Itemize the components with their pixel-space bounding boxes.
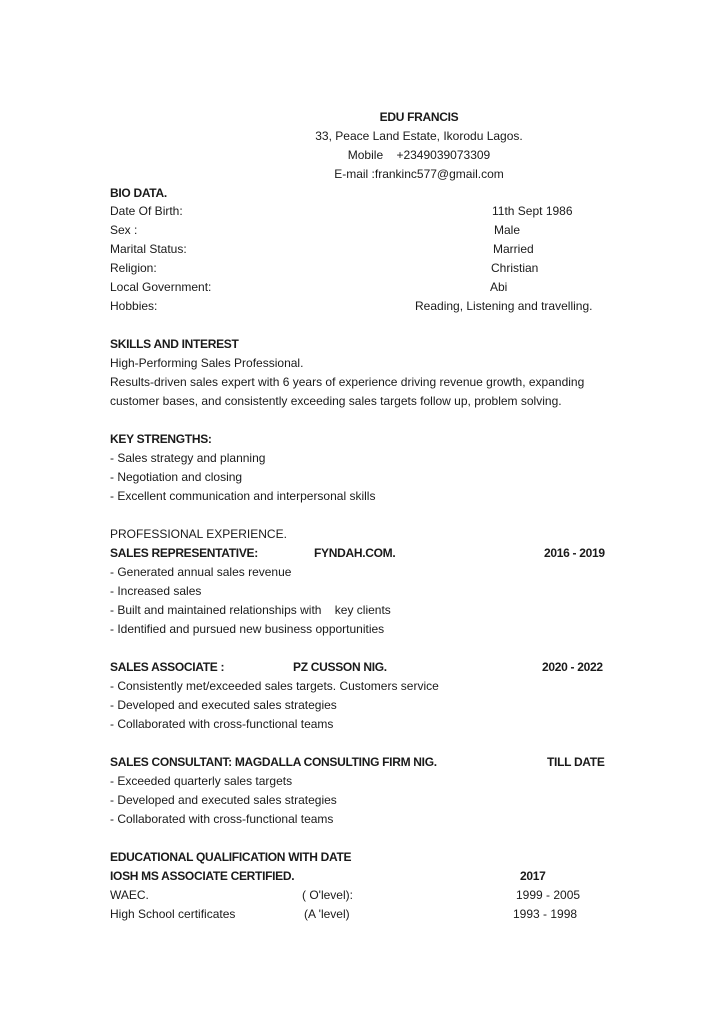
- skills-heading: SKILLS AND INTEREST: [110, 337, 239, 351]
- applicant-name: EDU FRANCIS: [379, 110, 459, 124]
- strength-item: - Excellent communication and interpersonal skills: [110, 489, 376, 503]
- bio-heading: BIO DATA.: [110, 186, 167, 200]
- skills-line: customer bases, and consistently exceeding sales targets follow up, problem solving.: [110, 394, 562, 408]
- edu-level: ( O'level):: [302, 888, 353, 902]
- job-company: FYNDAH.COM.: [314, 546, 396, 560]
- job-dates: TILL DATE: [547, 755, 605, 769]
- education-heading: EDUCATIONAL QUALIFICATION WITH DATE: [110, 850, 352, 864]
- job-item: - Developed and executed sales strategies: [110, 793, 337, 807]
- job-dates: 2020 - 2022: [542, 660, 603, 674]
- mobile: Mobile +2349039073309: [347, 148, 491, 162]
- bio-label-sex: Sex :: [110, 223, 138, 237]
- bio-value-hobbies: Reading, Listening and travelling.: [415, 299, 593, 313]
- edu-name: WAEC.: [110, 888, 149, 902]
- experience-heading: PROFESSIONAL EXPERIENCE.: [110, 527, 287, 541]
- job-item: - Developed and executed sales strategies: [110, 698, 337, 712]
- job-dates: 2016 - 2019: [544, 546, 605, 560]
- job-title: SALES CONSULTANT: MAGDALLA CONSULTING FIRM NIG.: [110, 755, 437, 769]
- job-item: - Built and maintained relationships with key clients: [110, 603, 391, 617]
- job-item: - Exceeded quarterly sales targets: [110, 774, 293, 788]
- bio-value-dob: 11th Sept 1986: [492, 204, 573, 218]
- job-item: - Collaborated with cross-functional teams: [110, 812, 334, 826]
- skills-line: Results-driven sales expert with 6 years of experience driving revenue growth, expanding: [110, 375, 585, 389]
- cert-year: 2017: [520, 869, 546, 883]
- edu-level: (A 'level): [304, 907, 350, 921]
- bio-label-dob: Date Of Birth:: [110, 204, 183, 218]
- strength-item: - Sales strategy and planning: [110, 451, 266, 465]
- job-company: PZ CUSSON NIG.: [293, 660, 387, 674]
- bio-label-religion: Religion:: [110, 261, 157, 275]
- edu-years: 1993 - 1998: [513, 907, 578, 921]
- bio-label-lga: Local Government:: [110, 280, 212, 294]
- bio-value-lga: Abi: [490, 280, 508, 294]
- email: E-mail :frankinc577@gmail.com: [334, 167, 504, 181]
- job-item: - Increased sales: [110, 584, 202, 598]
- bio-label-marital: Marital Status:: [110, 242, 187, 256]
- job-item: - Consistently met/exceeded sales targets. Customers service: [110, 679, 439, 693]
- job-title: SALES REPRESENTATIVE:: [110, 546, 258, 560]
- strengths-heading: KEY STRENGTHS:: [110, 432, 212, 446]
- bio-label-hobbies: Hobbies:: [110, 299, 158, 313]
- edu-years: 1999 - 2005: [516, 888, 581, 902]
- bio-value-marital: Married: [493, 242, 534, 256]
- cert-label: IOSH MS ASSOCIATE CERTIFIED.: [110, 869, 295, 883]
- job-title: SALES ASSOCIATE :: [110, 660, 225, 674]
- skills-line: High-Performing Sales Professional.: [110, 356, 304, 370]
- edu-name: High School certificates: [110, 907, 236, 921]
- address: 33, Peace Land Estate, Ikorodu Lagos.: [315, 129, 523, 143]
- bio-value-religion: Christian: [491, 261, 539, 275]
- job-item: - Identified and pursued new business opportunities: [110, 622, 385, 636]
- bio-value-sex: Male: [494, 223, 521, 237]
- job-item: - Generated annual sales revenue: [110, 565, 292, 579]
- job-item: - Collaborated with cross-functional teams: [110, 717, 334, 731]
- strength-item: - Negotiation and closing: [110, 470, 243, 484]
